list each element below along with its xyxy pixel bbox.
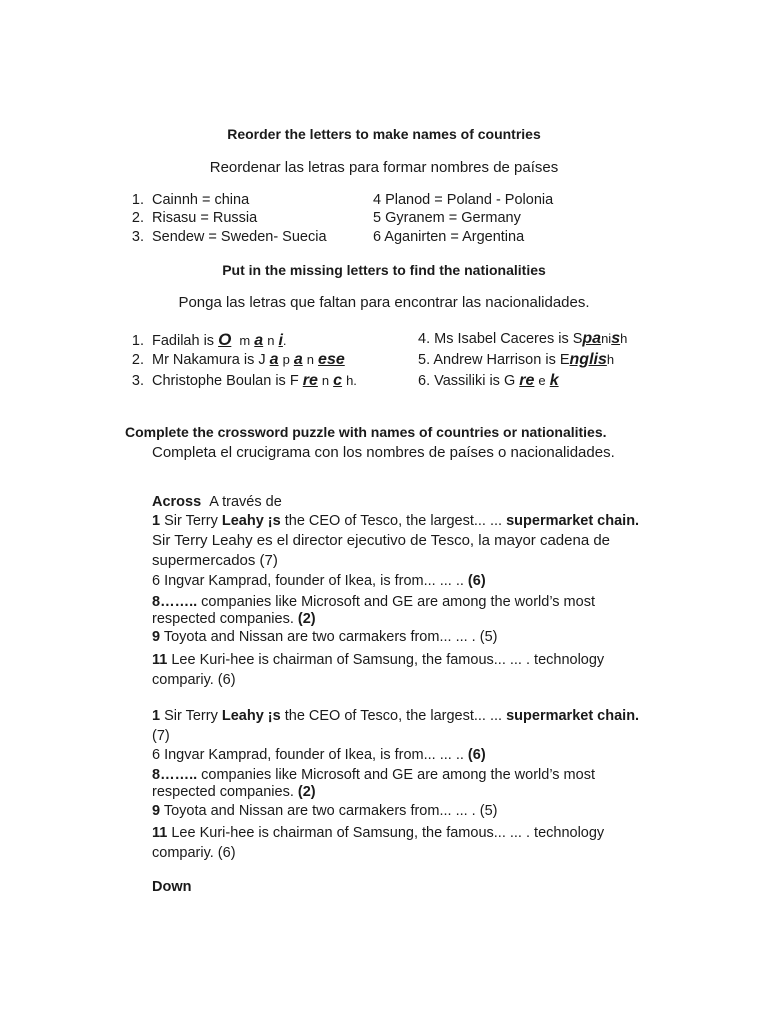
clue-text: Lee Kuri-hee is chairman of Samsung, the famous... ... . technology compariy. (6) — [152, 652, 605, 688]
item-text: Risasu = Russia — [152, 210, 258, 226]
item-prefix: Fadilah is — [152, 333, 219, 349]
answer-letters: s — [611, 330, 621, 347]
clue-bold: (6) — [467, 573, 486, 589]
given-letter: n — [306, 352, 315, 367]
clue-text: Toyota and Nissan are two carmakers from... ... . (5) — [160, 629, 498, 645]
item-number: 3. — [131, 373, 144, 389]
nationality-item-1 — [120, 330, 287, 350]
clue-text: 6 Ingvar Kamprad, founder of Ikea, is from... ... .. — [152, 747, 468, 763]
clue-text: companies like Microsoft and GE are among the world’s most respected companies. — [152, 594, 595, 627]
answer-letters: a — [254, 332, 264, 349]
given-letter: p — [282, 352, 290, 367]
clue-bold: Leahy ¡s — [221, 513, 281, 529]
answer-letters: pa — [582, 330, 602, 347]
item-number: 6. — [418, 373, 431, 389]
clue-11 — [152, 650, 632, 690]
across-heading — [152, 494, 282, 510]
given-letter: h. — [346, 373, 357, 388]
clue-text: companies like Microsoft and GE are among the world’s most respected companies. — [152, 767, 595, 800]
clue-text: the CEO of Tesco, the largest... ... — [280, 513, 507, 529]
answer-letters: a — [293, 351, 303, 368]
down-heading: Down — [152, 879, 192, 895]
clue-bold: (6) — [467, 747, 486, 763]
answer-letters: ese — [318, 351, 345, 368]
item-text: Cainnh = china — [152, 192, 250, 208]
item-number: 3. — [131, 229, 144, 245]
clue-text: Sir Terry — [160, 708, 222, 724]
reorder-item-6: 6 Aganirten = Argentina — [373, 229, 525, 245]
clue-1-spanish: Sir Terry Leahy es el director ejecutivo de Tesco, la mayor cadena de supermercados (7) — [152, 532, 611, 569]
section2-subtitle: Ponga las letras que faltan para encontrar las nacionalidades. — [178, 294, 590, 311]
section2-title: Put in the missing letters to find the nationalities — [222, 262, 546, 278]
item-prefix: Mr Nakamura is J — [152, 352, 270, 368]
given-letter: h — [620, 331, 628, 346]
item-prefix: Ms Isabel Caceres is S — [434, 331, 583, 347]
clue-11-repeat — [152, 823, 632, 863]
given-letter: n — [321, 373, 330, 388]
clue-bold: Leahy ¡s — [221, 708, 281, 724]
item-number: 5. — [418, 352, 431, 368]
across-label: Across — [152, 494, 202, 510]
clue-9-repeat — [152, 803, 672, 820]
item-prefix: Andrew Harrison is E — [433, 352, 570, 368]
clue-number: 11 — [152, 825, 168, 841]
clue-bold: supermarket chain. — [506, 513, 640, 529]
clue-number: 8…….. — [152, 767, 198, 783]
clue-6 — [152, 573, 672, 590]
nationality-item-5 — [418, 351, 614, 369]
clue-1 — [152, 513, 672, 530]
reorder-item-4: 4 Planod = Poland - Polonia — [373, 192, 554, 208]
clue-bold: (2) — [297, 611, 316, 627]
clue-number: 11 — [152, 652, 168, 668]
item-number: 1. — [131, 192, 144, 208]
clue-number: 1 — [152, 708, 161, 724]
clue-number: 9 — [152, 629, 161, 645]
given-letter: e — [538, 373, 546, 388]
nationality-item-2 — [120, 351, 345, 369]
answer-letters: nglis — [569, 351, 607, 368]
item-text: Sendew = Sweden- Suecia — [152, 229, 327, 245]
clue-8 — [152, 594, 622, 628]
nationality-item-3 — [120, 372, 357, 390]
clue-9 — [152, 629, 672, 646]
clue-text: Toyota and Nissan are two carmakers from... ... . (5) — [160, 803, 498, 819]
item-number: 4. — [418, 331, 431, 347]
item-number: 2. — [131, 210, 144, 226]
given-letter: h — [606, 352, 615, 367]
nationality-item-4 — [418, 330, 627, 348]
answer-letters: k — [549, 372, 559, 389]
across-translation: A través de — [209, 494, 282, 510]
given-letter: ni — [601, 331, 612, 346]
answer-letters: c — [333, 372, 343, 389]
clue-1-repeat — [152, 706, 672, 746]
answer-letters: O — [218, 330, 232, 349]
reorder-item-2 — [120, 210, 257, 226]
clue-text: Lee Kuri-hee is chairman of Samsung, the famous... ... . technology compariy. (6) — [152, 825, 605, 861]
clue-text: (7) — [152, 728, 170, 744]
clue-number: 9 — [152, 803, 161, 819]
reorder-item-5: 5 Gyranem = Germany — [373, 210, 521, 226]
section3-subtitle: Completa el crucigrama con los nombres de países o nacionalidades. — [152, 444, 615, 461]
clue-text: the CEO of Tesco, the largest... ... — [280, 708, 507, 724]
reorder-item-3 — [120, 229, 327, 245]
item-number: 2. — [131, 352, 144, 368]
clue-bold: (2) — [297, 784, 316, 800]
section1-title: Reorder the letters to make names of countries — [227, 126, 541, 142]
clue-bold: supermarket chain. — [506, 708, 640, 724]
reorder-item-1 — [120, 192, 249, 208]
clue-text: 6 Ingvar Kamprad, founder of Ikea, is from... ... .. — [152, 573, 468, 589]
clue-number: 8…….. — [152, 594, 198, 610]
nationality-item-6 — [418, 372, 559, 390]
clue-text: Sir Terry — [160, 513, 222, 529]
item-number: 1. — [131, 333, 144, 349]
answer-letters: a — [269, 351, 279, 368]
item-prefix: Christophe Boulan is F — [152, 373, 303, 389]
section1-subtitle: Reordenar las letras para formar nombres de países — [209, 159, 559, 176]
given-letter: n — [267, 333, 275, 348]
given-letter: . — [282, 333, 287, 348]
answer-letters: i — [278, 332, 283, 349]
clue-number: 1 — [152, 513, 161, 529]
item-prefix: Vassiliki is G — [434, 373, 520, 389]
answer-letters: re — [302, 372, 318, 389]
answer-letters: re — [519, 372, 535, 389]
clue-8-repeat — [152, 767, 622, 801]
section3-title: Complete the crossword puzzle with names of countries or nationalities. — [125, 424, 607, 440]
clue-6-repeat — [152, 747, 672, 764]
given-letter: m — [239, 333, 251, 348]
